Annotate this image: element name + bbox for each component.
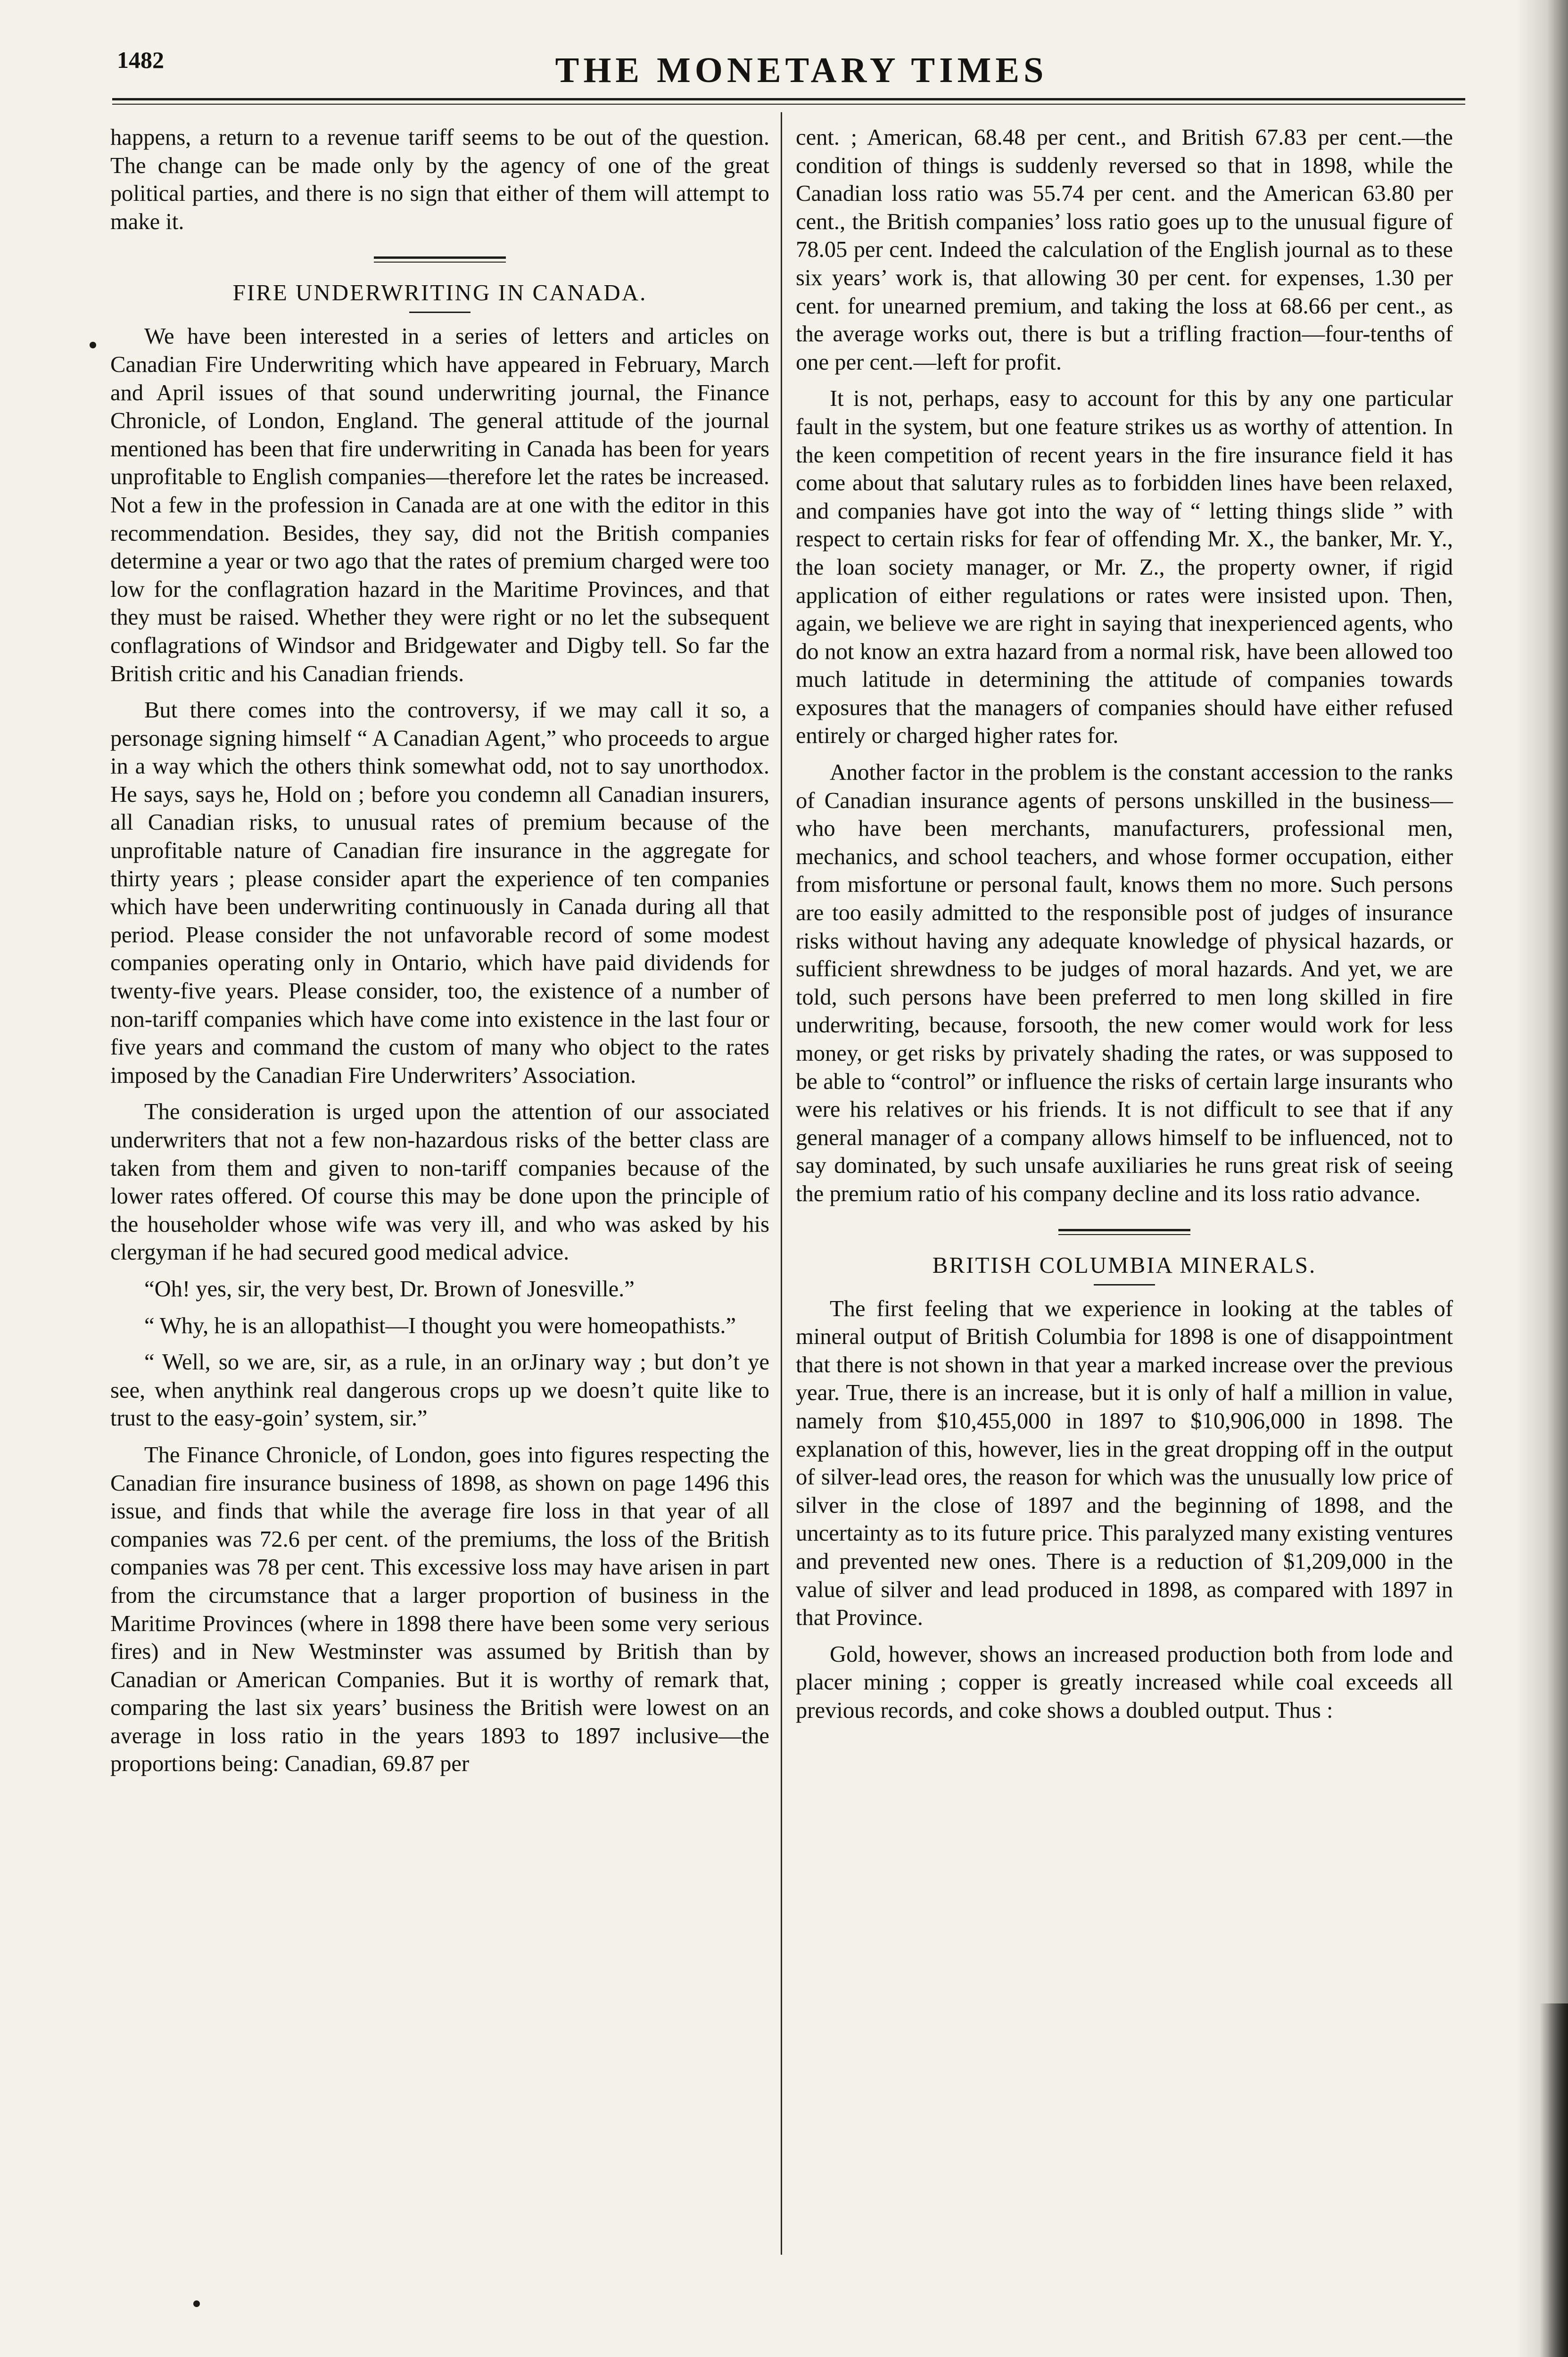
paragraph: Another factor in the problem is the constant accession to the ranks of Canadian insurance agents of persons unskilled in the business—who have been merchants, manufacturers, professional men, mechanics, and school teachers, and whose former occupation, either from misfortune or personal fault, knows them no more. Such persons are too easily admitted to the responsible post of judges of insurance risks without having any adequate knowledge of physical hazards, or sufficient shrewdness to be judges of moral hazards. And yet, we are told, such persons have been preferred to men long skilled in fire underwriting, because, forsooth, the new comer would work for less money, or get risks by privately shading the rates, or was supposed to be able to “control” or influence the risks of certain large insurants who were his relatives or his friends. It is not difficult to see that if any general manager of a company allows himself to be influenced, not to say dominated, by such unsafe auxiliaries he runs great risk of seeing the premium ratio of his company decline and its loss ratio advance. <box>796 759 1453 1206</box>
paragraph: The consideration is urged upon the attention of our associated underwriters that not a few non-hazardous risks of the better class are taken from them and given to non-tariff companies because of the lower rates offered. Of course this may be done upon the principle of the householder whose wife was very ill, and who was asked by his clergyman if he had secured good medical advice. <box>110 1099 769 1265</box>
left-column <box>110 124 769 1787</box>
paragraph: The Finance Chronicle, of London, goes into figures respecting the Canadian fire insurance business of 1898, as shown on page 1496 this issue, and finds that while the average fire loss in that year of all companies was 72.6 per cent. of the premiums, the loss of the British companies was 78 per cent. This excessive loss may have arisen in part from the circumstance that a larger proportion of business in the Maritime Provinces (where in 1898 there have been some very serious fires) and in New Westminster was assumed by British than by Canadian or American Companies. But it is worthy of remark that, comparing the last six years’ business the British were lowest on an average in loss ratio in the years 1893 to 1897 inclusive—the proportions being: Canadian, 69.87 per <box>110 1442 769 1777</box>
header-rule-thin <box>112 104 1465 105</box>
margin-mark <box>90 342 96 348</box>
masthead: THE MONETARY TIMES <box>555 50 1048 90</box>
page-number: 1482 <box>117 47 164 73</box>
paragraph: The first feeling that we experience in looking at the tables of mineral output of British Columbia for 1898 is one of disappointment that there is not shown in that year a marked increase over the previous year. True, there is an increase, but it is only of half a million in value, namely from $10,455,000 in 1897 to $10,906,000 in 1898. The explanation of this, however, lies in the great dropping off in the output of silver-lead ores, the reason for which was the unusually low price of silver in the close of 1897 and the beginning of 1898, and the uncertainty as to its future price. This paralyzed many existing ventures and prevented new ones. There is a reduction of $1,209,000 in the value of silver and lead produced in 1898, as compared with 1897 in that Province. <box>796 1295 1453 1631</box>
dialogue-paragraph: “ Well, so we are, sir, as a rule, in an orJinary way ; but don’t ye see, when anythink real dangerous crops up we doesn’t quite like to trust to the easy-goin’ system, sir.” <box>110 1349 769 1431</box>
paragraph: But there comes into the controversy, if we may call it so, a personage signing himself “ A Canadian Agent,” who proceeds to argue in a way which the others think somewhat odd, not to say unorthodox. He says, says he, Hold on ; before you condemn all Canadian insurers, all Canadian risks, to unusual rates of premium because of the unprofitable nature of Canadian fire insurance in the aggregate for thirty years ; please consider apart the experience of ten companies which have been underwriting continuously in Canada during all that period. Please consider the not unfavorable record of some modest companies operating only in Ontario, which have paid dividends for twenty-five years. Please consider, too, the existence of a number of non-tariff companies which have come into existence in the last four or five years and command the custom of many who object to the rates imposed by the Canadian Fire Underwriters’ Association. <box>110 697 769 1088</box>
section-heading-fire-underwriting: FIRE UNDERWRITING IN CANADA. <box>232 280 647 306</box>
paragraph: We have been interested in a series of letters and articles on Canadian Fire Underwriting which have appeared in February, March and April issues of that sound underwriting journal, the Finance Chronicle, of London, England. The general attitude of the journal mentioned has been that fire underwriting in Canada has been for years unprofitable to English companies—therefore let the rates be increased. Not a few in the profession in Canada are at one with the editor in this recommendation. Besides, they say, did not the British companies determine a year or two ago that the rates of premium charged were too low for the conflagration hazard in the Maritime Provinces, and that they must be raised. Whether they were right or no let the subsequent conflagrations of Windsor and Bridgewater and Digby tell. So far the British critic and his Canadian friends. <box>110 323 769 686</box>
margin-mark <box>193 2300 200 2307</box>
page-edge-binding <box>1540 2003 1568 2357</box>
section-separator <box>374 256 506 263</box>
heading-rule <box>409 312 470 313</box>
paragraph: Gold, however, shows an increased production both from lode and placer mining ; copper is greatly increased while coal exceeds all previous records, and coke shows a doubled output. Thus : <box>796 1641 1453 1723</box>
column-divider <box>781 112 782 2255</box>
article-continuation: happens, a return to a revenue tariff seems to be out of the question. The change can be made only by the agency of one of the great political parties, and there is no sign that either of them will attempt to make it. <box>110 124 769 234</box>
dialogue-paragraph: “ Why, he is an allopathist—I thought you were homeopathists.” <box>144 1312 736 1338</box>
right-column <box>796 124 1453 1733</box>
section-separator <box>1058 1229 1190 1235</box>
header-rule-thick <box>112 98 1465 100</box>
article-continuation: cent. ; American, 68.48 per cent., and British 67.83 per cent.—the condition of things is suddenly reversed so that in 1898, while the Canadian loss ratio was 55.74 per cent. and the American 63.80 per cent., the British companies’ loss ratio goes up to the unusual figure of 78.05 per cent. Indeed the calculation of the English journal as to these six years’ work is, that allowing 30 per cent. for expenses, 1.30 per cent. for unearned premium, and taking the loss at 68.66 per cent., as the average works out, there is but a trifling fraction—four-tenths of one per cent.—left for profit. <box>796 124 1453 375</box>
paragraph: It is not, perhaps, easy to account for this by any one particular fault in the system, but one feature strikes us as worthy of attention. In the keen competition of recent years in the fire insurance field it has come about that salutary rules as to forbidden lines have been relaxed, and companies have got into the way of “ letting things slide ” with respect to certain risks for fear of offending Mr. X., the banker, Mr. Y., the loan society manager, or Mr. Z., the property owner, if rigid application of either regulations or rates were insisted upon. Then, again, we believe we are right in saying that inexperienced agents, who do not know an extra hazard from a normal risk, have been allowed too much latitude in determining the attitude of companies towards exposures that the managers of companies should have either refused entirely or charged higher rates for. <box>796 386 1453 749</box>
heading-rule <box>1094 1284 1155 1286</box>
dialogue-paragraph: “Oh! yes, sir, the very best, Dr. Brown of Jonesville.” <box>144 1276 635 1302</box>
section-heading-bc-minerals: BRITISH COLUMBIA MINERALS. <box>932 1252 1317 1278</box>
